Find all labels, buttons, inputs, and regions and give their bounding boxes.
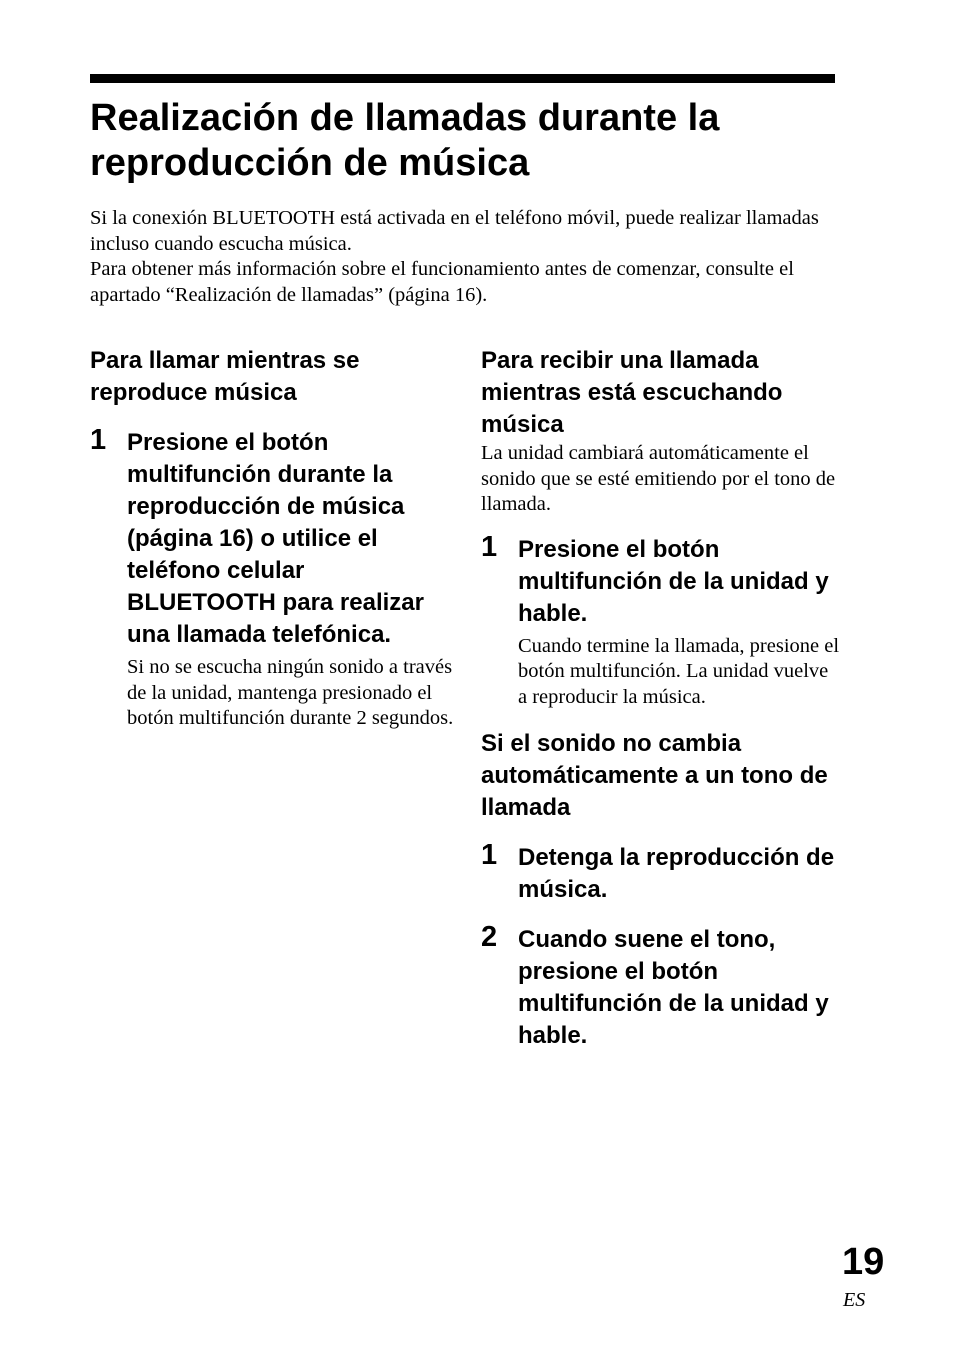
page-title: Realización de llamadas durante la reproducción de música bbox=[90, 97, 720, 184]
step-title: Cuando suene el tono, presione el botón multifunción de la unidad y hable. bbox=[518, 926, 829, 1049]
step-number: 1 bbox=[481, 530, 498, 563]
right-heading-2: Si el sonido no cambia automáticamente a un tono de llamada bbox=[481, 730, 828, 821]
right-step-1 bbox=[481, 530, 841, 711]
step-title: Presione el botón multifunción durante la reproducción de música (página 16) o utilice el teléfono celular BLUETOOTH para realizar una llamada telefónica. bbox=[127, 429, 424, 648]
step-number: 1 bbox=[90, 424, 107, 456]
step-title: Presione el botón multifunción de la unidad y hable. bbox=[518, 535, 829, 627]
left-column bbox=[90, 345, 455, 732]
step-number: 2 bbox=[481, 921, 498, 953]
left-step-1 bbox=[90, 424, 455, 732]
top-rule bbox=[90, 74, 835, 83]
left-heading: Para llamar mientras se reproduce música bbox=[90, 347, 360, 406]
intro-paragraph-1: Si la conexión BLUETOOTH está activada en el teléfono móvil, puede realizar llamadas incluso cuando escucha música. bbox=[90, 207, 819, 255]
intro-text bbox=[90, 206, 840, 308]
step-title: Detenga la reproducción de música. bbox=[518, 844, 835, 903]
intro-paragraph-2: Para obtener más información sobre el funcionamiento antes de comenzar, consulte el apartado “Realización de llamadas” (página 16). bbox=[90, 258, 794, 306]
right-step-2b bbox=[481, 921, 841, 1052]
right-text: La unidad cambiará automáticamente el sonido que se esté emitiendo por el tono de llamada. bbox=[481, 442, 836, 515]
language-code: ES bbox=[843, 1289, 866, 1311]
page-number: 19 bbox=[842, 1241, 885, 1283]
step-number: 1 bbox=[481, 839, 498, 871]
right-heading: Para recibir una llamada mientras está escuchando música bbox=[481, 347, 783, 438]
right-step-2a bbox=[481, 839, 841, 906]
right-column bbox=[481, 345, 841, 1052]
step-note: Cuando termine la llamada, presione el botón multifunción. La unidad vuelve a reproducir la música. bbox=[518, 634, 840, 708]
step-note: Si no se escucha ningún sonido a través de la unidad, mantenga presionado el botón multifunción durante 2 segundos. bbox=[127, 656, 454, 729]
